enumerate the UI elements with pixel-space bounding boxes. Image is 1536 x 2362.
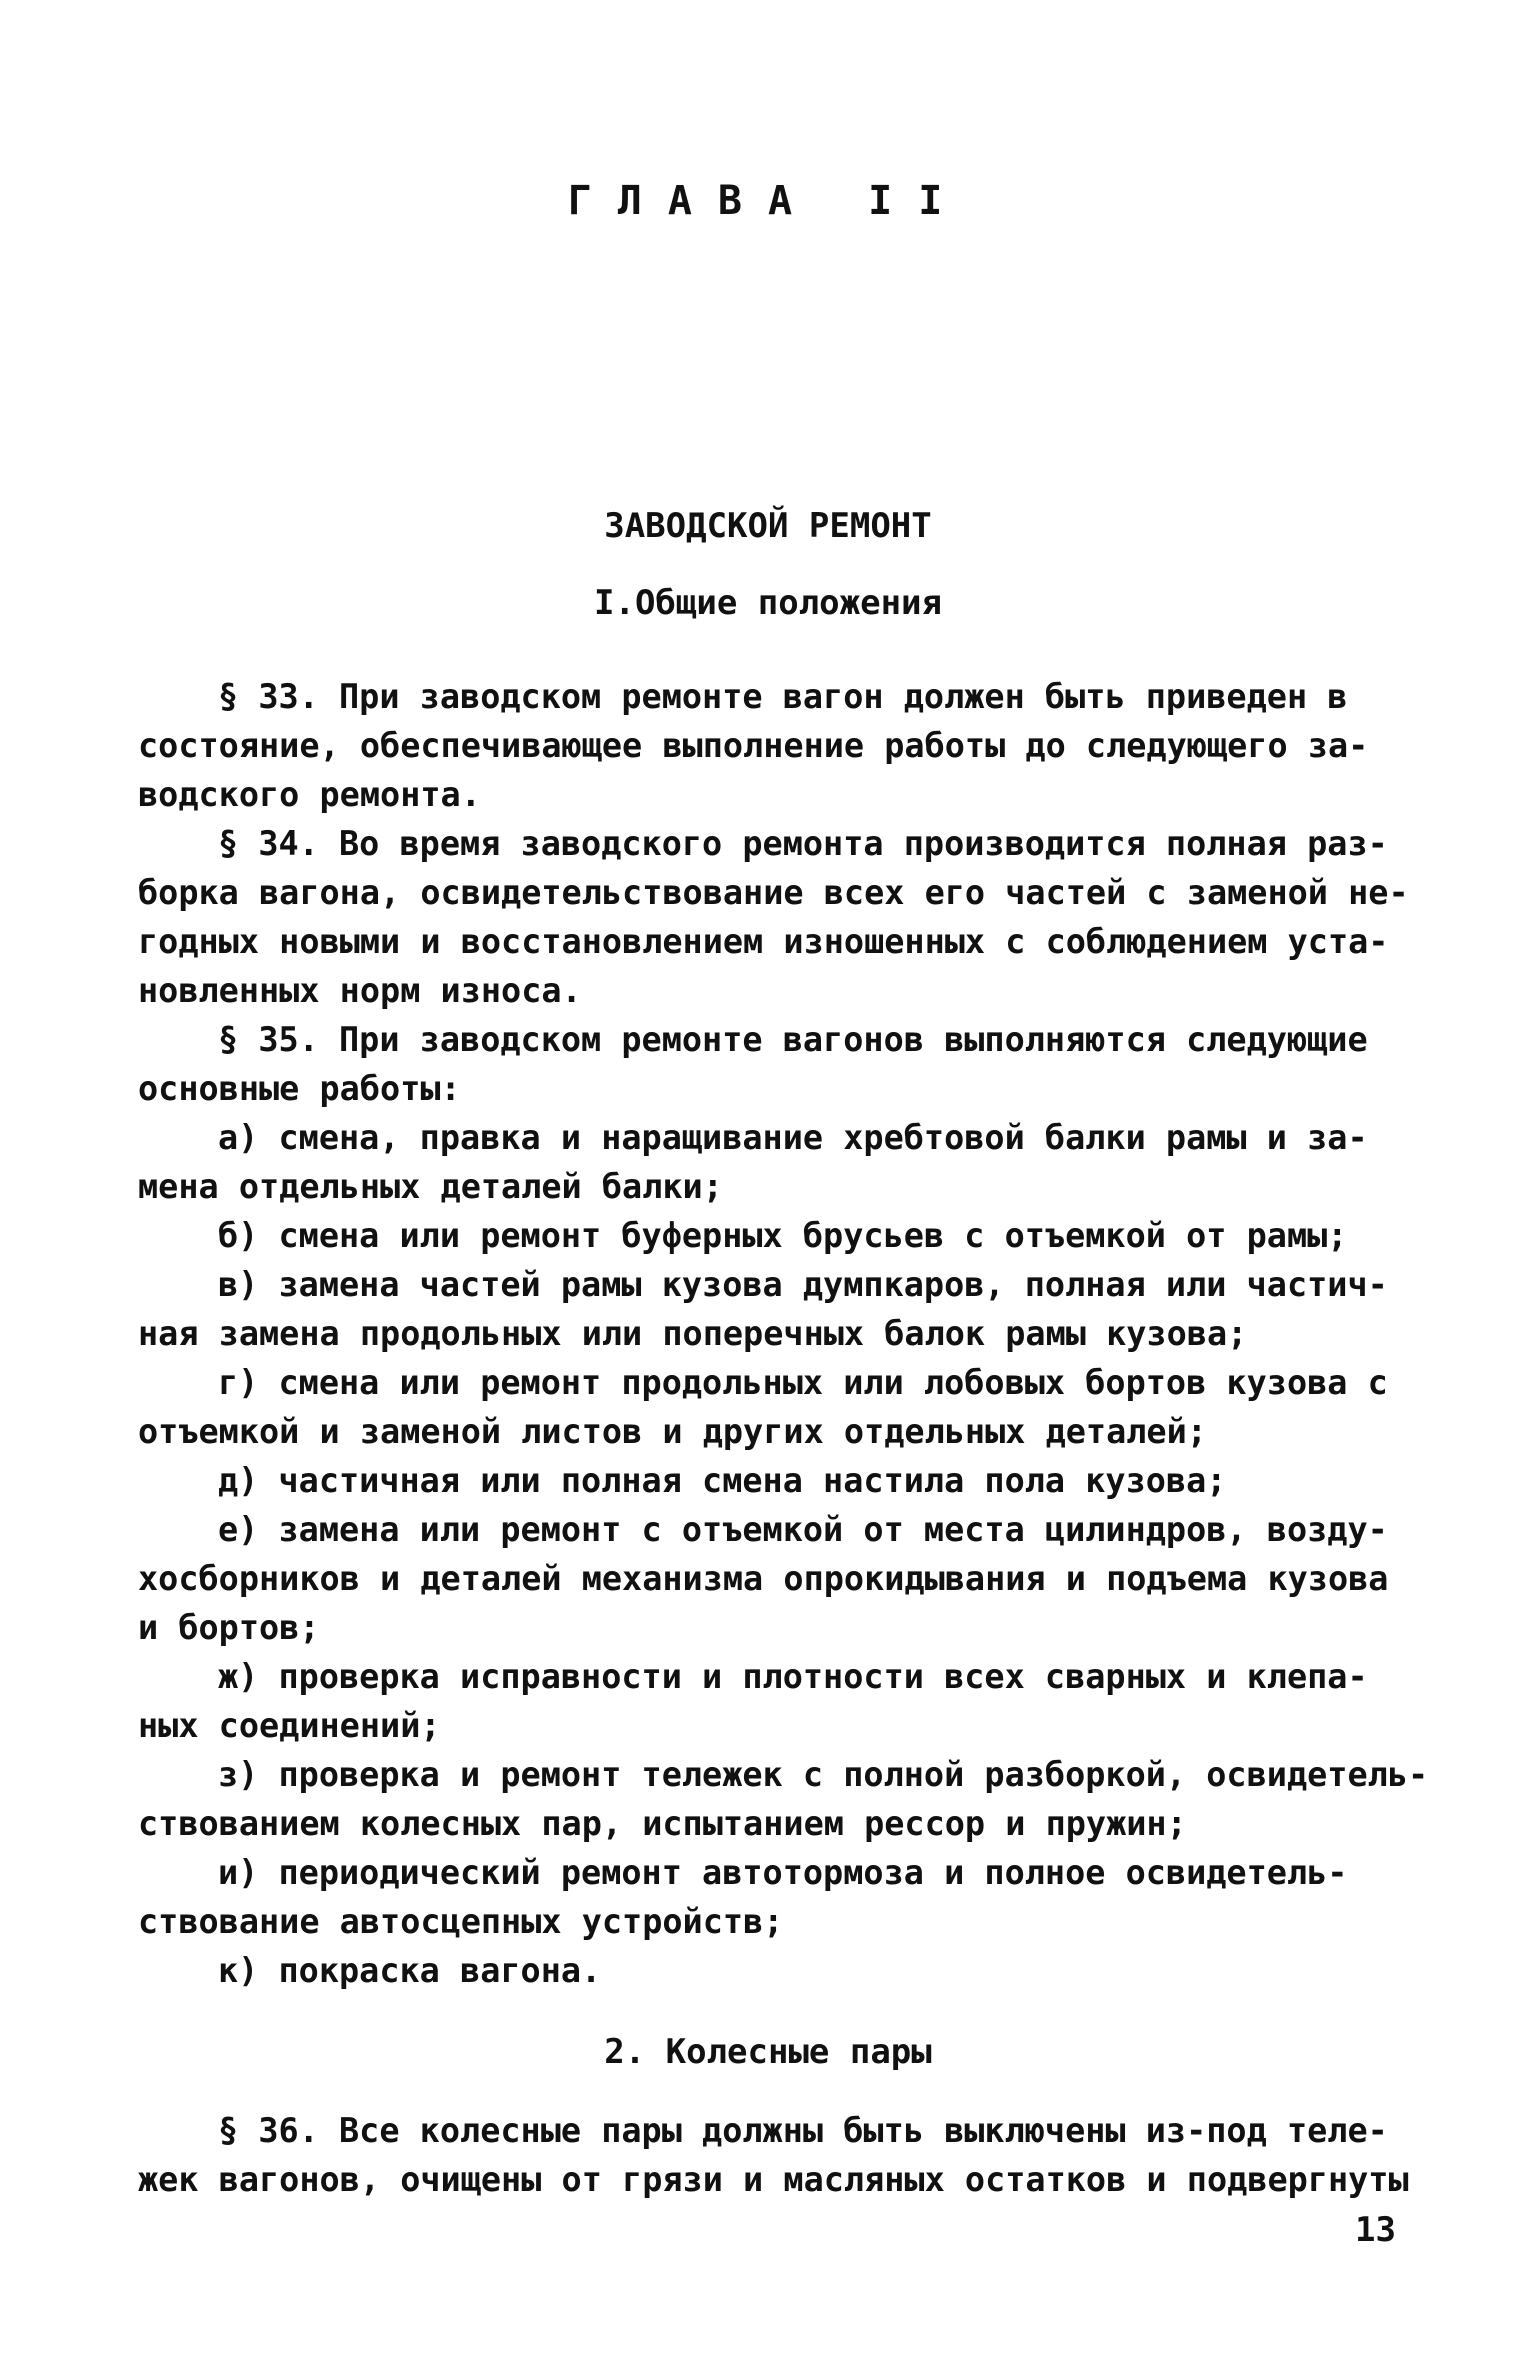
list-item-e: е) замена или ремонт с отъемкой от места цилиндров, возду- [218,1510,1388,1549]
text-line: годных новыми и восстановлением изношенных с соблюдением уста- [138,922,1389,961]
text-line: основные работы: [138,1069,461,1108]
text-line: отъемкой и заменой листов и других отдельных деталей; [138,1412,1207,1451]
list-item-d: д) частичная или полная смена настила пола кузова; [218,1461,1227,1500]
text-line: § 33. При заводском ремонте вагон должен быть приведен в [218,677,1348,716]
subsection-title-wheelsets: 2. Колесные пары [604,2032,932,2072]
list-item-g: г) смена или ремонт продольных или лобовых бортов кузова с [218,1363,1388,1402]
paragraph-36 [138,2106,1438,2204]
list-item-z: з) проверка и ремонт тележек с полной разборкой, освидетель- [218,1755,1429,1794]
text-line: ствованием колесных пар, испытанием рессор и пружин; [138,1804,1187,1843]
list-item-k: к) покраска вагона. [218,1951,602,1990]
text-line: и бортов; [138,1608,320,1647]
text-line: ная замена продольных или поперечных балок рамы кузова; [138,1314,1248,1353]
text-line: борка вагона, освидетельствование всех его частей с заменой не- [138,873,1409,912]
list-item-zh: ж) проверка исправности и плотности всех сварных и клепа- [218,1657,1368,1696]
text-line: § 34. Во время заводского ремонта производится полная раз- [218,824,1388,863]
page-number: 13 [1355,2210,1396,2250]
text-line: состояние, обеспечивающее выполнение работы до следующего за- [138,726,1369,765]
list-item-a: а) смена, правка и наращивание хребтовой балки рамы и за- [218,1118,1368,1157]
list-item-i: и) периодический ремонт автотормоза и полное освидетель- [218,1853,1348,1892]
text-line: водского ремонта. [138,775,481,814]
paragraphs-33-35 [138,672,1438,1995]
text-line: хосборников и деталей механизма опрокидывания и подъема кузова [138,1559,1389,1598]
text-line: § 35. При заводском ремонте вагонов выполняются следующие [218,1020,1368,1059]
text-line: мена отдельных деталей балки; [138,1167,723,1206]
text-line: § 36. Все колесные пары должны быть выключены из-под теле- [218,2111,1388,2150]
text-line: ствование автосцепных устройств; [138,1902,784,1941]
list-item-b: б) смена или ремонт буферных брусьев с отъемкой от рамы; [218,1216,1348,1255]
list-item-v: в) замена частей рамы кузова думпкаров, полная или частич- [218,1265,1388,1304]
text-line: ных соединений; [138,1706,441,1745]
chapter-title: ГЛАВА II [567,178,969,224]
section-title: ЗАВОДСКОЙ РЕМОНТ [604,506,932,546]
text-line: жек вагонов, очищены от грязи и масляных остатков и подвергнуты [138,2160,1409,2199]
subsection-title-general: I.Общие положения [594,583,942,623]
text-line: новленных норм износа. [138,971,582,1010]
